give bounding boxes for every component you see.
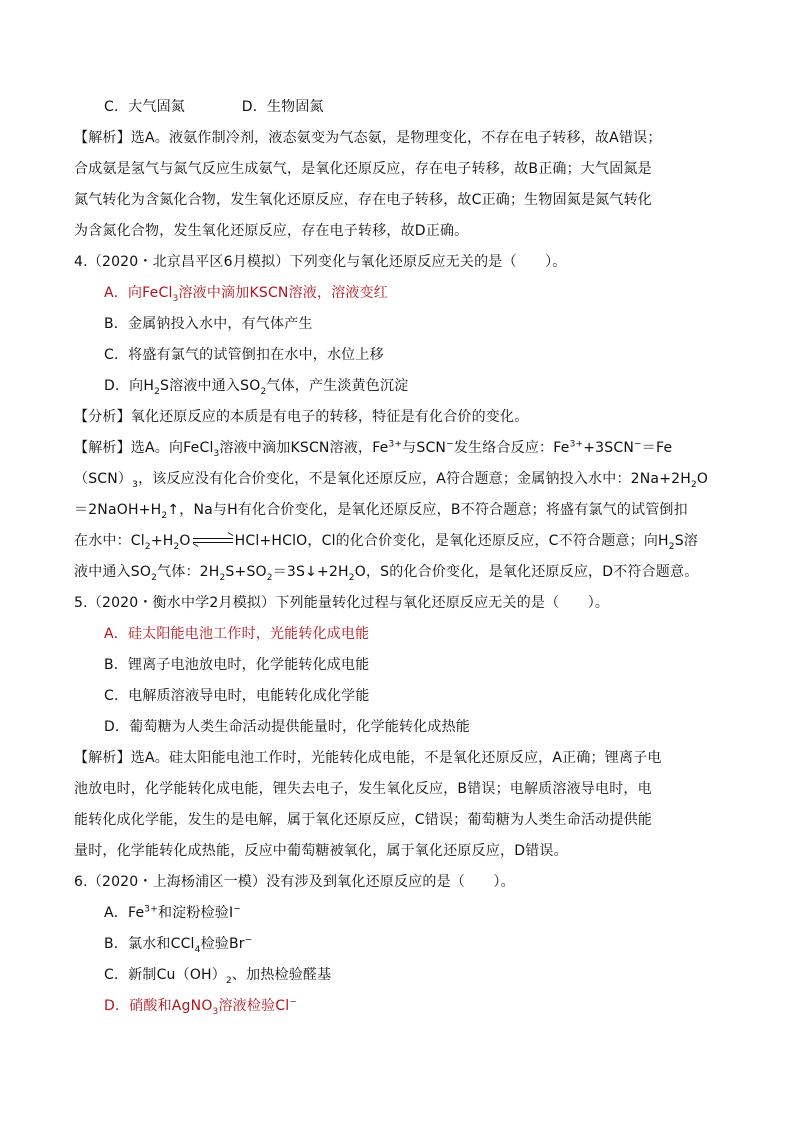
q3-analysis-line-4: 为含氮化合物，发生氧化还原反应，存在电子转移，故D正确。 bbox=[74, 223, 469, 239]
q4-analysis-line-3: $=2NaOH+H_2↑$，Na与H有化合价变化，是氧化还原反应，B不符合题意；将盛有氯气的试管倒扣 bbox=[74, 502, 688, 521]
q5-analysis-line-1: 【解析】选A。硅太阳能电池工作时，光能转化成电能，不是氧化还原反应，A正确；锂离子电 bbox=[74, 750, 662, 766]
q5-option-d: D．葡萄糖为人类生命活动提供能量时，化学能转化成热能 bbox=[104, 719, 470, 735]
q6-option-d: D．硝酸和AgNO$_3$溶液检验Cl− bbox=[104, 997, 298, 1017]
q4-option-c: C．将盛有氯气的试管倒扣在水中，水位上移 bbox=[104, 347, 384, 363]
q6-option-a: A．$Fe^{3+}$和淀粉检验I− bbox=[104, 904, 242, 921]
q4-option-a: A．向FeCl$_3$溶液中滴加KSCN溶液，溶液变红 bbox=[104, 285, 388, 304]
q4-option-b: B．金属钠投入水中，有气体产生 bbox=[104, 316, 313, 332]
q6-option-c: C．新制$Cu(OH)_2$、加热检验醛基 bbox=[104, 967, 332, 986]
q5-analysis-line-2: 池放电时，化学能转化成电能，锂失去电子，发生氧化反应，B错误；电解质溶液导电时，电 bbox=[74, 781, 652, 797]
q4-stem: 4.（2020・北京昌平区6月模拟）下列变化与氧化还原反应无关的是（ ）。 bbox=[74, 254, 567, 270]
q5-option-a: A．硅太阳能电池工作时，光能转化成电能 bbox=[104, 626, 370, 642]
q5-option-b: B．锂离子电池放电时，化学能转化成电能 bbox=[104, 657, 370, 673]
q5-stem: 5.（2020・衡水中学2月模拟）下列能量转化过程与氧化还原反应无关的是（ ）。 bbox=[74, 595, 610, 611]
q3-options-cd: C．大气固氮 D．生物固氮 bbox=[104, 99, 324, 115]
q4-option-d: D．向$H_2S$溶液中通入$SO_2$气体，产生淡黄色沉淀 bbox=[104, 378, 409, 397]
q5-option-c: C．电解质溶液导电时，电能转化成化学能 bbox=[104, 688, 370, 704]
q3-analysis-line-1: 【解析】选A。液氨作制冷剂，液态氨变为气态氨，是物理变化，不存在电子转移，故A错误； bbox=[74, 130, 662, 146]
q5-analysis-line-4: 量时，化学能转化成热能，反应中葡萄糖被氧化，属于氧化还原反应，D错误。 bbox=[74, 843, 568, 859]
q6-option-b: B．氯水和CCl$_4$检验Br− bbox=[104, 935, 253, 955]
document-content bbox=[74, 92, 724, 1022]
q3-analysis-line-2: 合成氨是氢气与氮气反应生成氨气，是氧化还原反应，存在电子转移，故B正确；大气固氮是 bbox=[74, 161, 652, 177]
q4-analysis-line-5: 液中通入$SO_2$气体：$2H_2S+SO_2=3S↓+2H_2O$，S的化合价变化，是氧化还原反应，D不符合题意。 bbox=[74, 564, 699, 583]
q6-stem: 6.（2020・上海杨浦区一模）没有涉及到氧化还原反应的是（ ）。 bbox=[74, 874, 515, 890]
q4-fenxi: 【分析】氧化还原反应的本质是有电子的转移，特征是有化合价的变化。 bbox=[74, 409, 529, 425]
q5-analysis-line-3: 能转化成化学能，发生的是电解，属于氧化还原反应，C错误；葡萄糖为人类生命活动提供能 bbox=[74, 812, 652, 828]
q4-analysis-line-2: $(SCN)_3$，该反应没有化合价变化，不是氧化还原反应，A符合题意；金属钠投入水中：$2Na+2H_2O$ bbox=[74, 471, 709, 490]
reversible-arrow-icon bbox=[193, 536, 233, 546]
q4-analysis-line-4: 在水中：$Cl_2+H_2O$ HCl+HClO，Cl的化合价变化，是氧化还原反应，C不符合题意；向$H_2S$溶 bbox=[74, 533, 698, 552]
q4-analysis-line-1: 【解析】选A。向FeCl$_3$溶液中滴加KSCN溶液，$Fe^{3+}$与SCN−发生络合反应：$Fe^{3+}+3SCN^-=Fe$ bbox=[74, 439, 673, 459]
q3-analysis-line-3: 氮气转化为含氮化合物，发生氧化还原反应，存在电子转移，故C正确；生物固氮是氮气转化 bbox=[74, 192, 652, 208]
